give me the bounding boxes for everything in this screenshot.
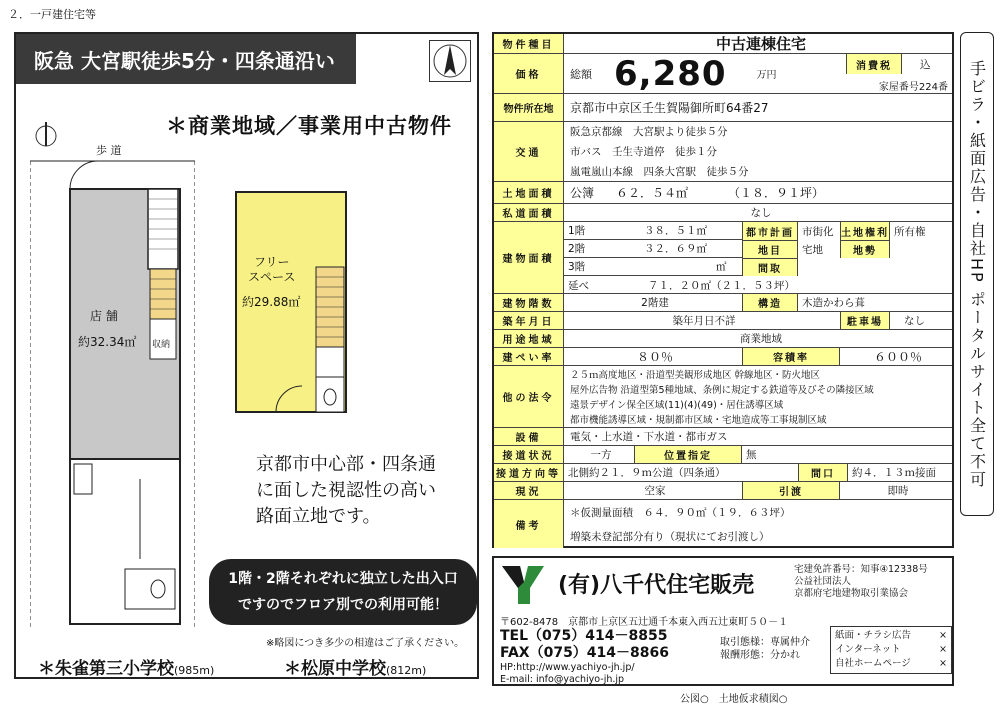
remark-line: 増築未登記部分有り（現状にてお引渡し） (570, 530, 770, 543)
bcr-label: 建ぺい率 (494, 348, 564, 365)
entrance-line: ですのでフロア別での利用可能！ (238, 597, 448, 613)
building-area-label: 建物面積 (494, 222, 564, 293)
handover-value: 即時 (887, 485, 909, 497)
ad-channel: 紙面・チラシ広告 (835, 630, 912, 641)
floor-name: 2階 (568, 243, 586, 255)
school-distance: (812m) (386, 664, 427, 677)
land-kind: 公簿 (570, 186, 595, 200)
description (256, 452, 436, 530)
company-web (500, 662, 635, 686)
private-road-value: なし (750, 207, 772, 219)
license-line: 京都府宅地建物取引業協会 (794, 588, 909, 599)
floor-name: 延べ (568, 279, 589, 292)
ad-mark: × (939, 658, 947, 669)
floor-plan-2f (216, 187, 356, 417)
floor-plan-1f (30, 159, 195, 629)
transport-line: 阪急京都線 大宮駅より徒歩５分 (570, 126, 728, 139)
email-link[interactable]: E-mail: info@yachiyo-jh.jp (500, 674, 625, 685)
room-area-1f: 約32.34㎡ (78, 335, 137, 349)
fax-number: FAX（075）414－8866 (500, 645, 669, 661)
property-details-table (492, 32, 954, 548)
designation-label: 位置指定 (634, 446, 742, 463)
road-access-value: 一方 (590, 449, 612, 461)
room-area-2f: 約29.88㎡ (242, 295, 301, 309)
current-status-value: 空家 (644, 485, 666, 497)
stories-value: 2階建 (641, 297, 669, 309)
laws-label: 他の法令 (494, 366, 564, 427)
frontage-label: 間口 (798, 464, 848, 481)
entrance-callout (209, 559, 477, 625)
structure-label: 構造 (742, 294, 798, 311)
land-area-value: ６２．５４㎡ (616, 186, 689, 200)
license-line: 宅建免許番号：知事④12338号 (794, 564, 928, 575)
layout-label: 間取 (742, 258, 798, 276)
facilities-label: 設備 (494, 428, 564, 445)
storage-label: 収納 (152, 340, 171, 350)
license-line: 公益社団法人 (794, 576, 852, 587)
road-access-label: 接道状況 (494, 446, 564, 463)
ad-channel: 自社ホームページ (835, 658, 911, 669)
land-right-value: 所有権 (894, 225, 926, 238)
transport-line: 嵐電嵐山本線 四条大宮駅 徒歩５分 (570, 165, 749, 178)
description-line: に面した視認性の高い (256, 480, 436, 501)
designation-value: 無 (746, 449, 757, 461)
type-value: 中古連棟住宅 (715, 35, 806, 53)
ad-mark: × (939, 644, 947, 655)
private-road-label: 私道面積 (494, 204, 564, 221)
far-value: ６００％ (873, 350, 922, 364)
land-right-label: 土地権利 (840, 222, 890, 240)
page-header: ２．一戸建住宅等 (8, 8, 96, 21)
tax-label: 消費税 (846, 54, 902, 74)
price-value: 6,280 (614, 53, 727, 94)
structure-value: 木造かわら葺 (802, 297, 865, 309)
footer-note: 公図○ 土地仮求積図○ (680, 694, 788, 705)
ad-channel: インターネット (835, 644, 901, 655)
trade-line: 取引態様：専属仲介 (720, 637, 810, 648)
trade-line: 報酬形態：分かれ (720, 650, 800, 661)
homepage-link[interactable]: HP:http://www.yachiyo-jh.jp/ (500, 662, 635, 673)
facilities-value: 電気・上水道・下水道・都市ガス (570, 431, 728, 443)
floor-area: ３８．５１㎡ (644, 225, 707, 237)
disclaimer-note: ※略図につき多少の相違はご了承ください。 (266, 638, 465, 649)
floor-area: ３２．６９㎡ (644, 243, 707, 255)
tax-value: 込 (920, 59, 931, 71)
zoning-label: 用途地域 (494, 330, 564, 347)
school-name: ＊朱雀第三小学校 (38, 659, 174, 679)
transport-label: 交通 (494, 122, 564, 181)
description-line: 路面立地です。 (256, 506, 381, 527)
room-label-1f: 店 舗 (90, 309, 118, 323)
room-label-2f-line1: フリー (253, 255, 290, 269)
remarks-label: 備考 (494, 500, 564, 548)
company-address: 〒602-8478 京都市上京区五辻通千本東入西五辻東町５０－１ (500, 617, 789, 628)
transport-line: 市バス 壬生寺道停 徒歩１分 (570, 145, 717, 158)
price-unit: 万円 (756, 70, 777, 81)
land-situation-value (890, 240, 950, 258)
built-date-value: 築年月日不詳 (672, 315, 736, 327)
land-area-label: 土地面積 (494, 182, 564, 203)
sidewalk-label: 歩 道 (96, 144, 122, 157)
company-name: (有)八千代住宅販売 (558, 573, 755, 598)
floor-area: ７１．２０㎡（２１．５３坪） (648, 279, 795, 292)
subheadline: ＊商業地域／事業用中古物件 (166, 114, 452, 138)
land-situation-label: 地勢 (840, 240, 890, 258)
company-info (492, 556, 954, 686)
layout-value (798, 258, 948, 276)
price-prefix: 総額 (570, 67, 592, 81)
road-direction-label: 接道方向等 (494, 464, 564, 481)
remark-line: ＊仮測量面積 ６４．９０㎡（１９．６３坪） (570, 506, 791, 519)
ad-restriction-banner: 手ビラ・紙面広告・自社HP ポータルサイト全て不可 (960, 32, 994, 516)
room-label-2f (248, 255, 295, 285)
parking-value: なし (904, 315, 925, 327)
trade-terms (720, 636, 810, 662)
entrance-line: 1階・2階それぞれに独立した出入口 (228, 571, 458, 587)
parking-label: 駐車場 (840, 312, 890, 329)
law-line: 都市機能誘導区域・規制都市区域・宅地造成等工事規制区域 (570, 415, 827, 427)
location-value: 京都市中京区壬生賀陽御所町64番27 (570, 101, 769, 115)
headline: 阪急 大宮駅徒歩5分・四条通沿い (16, 34, 356, 84)
house-number: 家屋番号224番 (878, 82, 948, 93)
price-label: 価格 (494, 54, 564, 93)
bcr-value: ８０％ (636, 350, 673, 364)
land-use-label: 地目 (742, 240, 798, 258)
compass-icon (30, 120, 62, 148)
zoning-value: 商業地域 (740, 333, 782, 345)
ad-mark: × (939, 630, 947, 641)
north-arrow-icon (429, 40, 471, 82)
floor-area: ㎡ (716, 261, 727, 273)
company-logo-icon (500, 564, 546, 606)
frontage-value: 約４．１３ｍ接面 (852, 467, 936, 479)
company-license (794, 564, 928, 600)
location-label: 物件所在地 (494, 94, 564, 121)
law-line: 屋外広告物 沿道型第5種地域、条例に規定する鉄道等及びその隣接区域 (570, 384, 874, 396)
school-distance: (985m) (174, 664, 215, 677)
handover-label: 引渡 (742, 482, 840, 499)
type-label: 物件種目 (494, 34, 564, 53)
stories-label: 建物階数 (494, 294, 564, 311)
description-line: 京都市中心部・四条通 (256, 454, 436, 475)
land-area-tsubo: （１８．９１坪） (728, 186, 825, 200)
law-line: 遠景デザイン保全区域(11)(4)(49)・居住誘導区域 (570, 400, 784, 412)
room-label-2f-line2: スペース (248, 270, 296, 284)
far-label: 容積率 (742, 348, 840, 365)
current-status-label: 現況 (494, 482, 564, 499)
ad-permission-box (830, 626, 952, 674)
road-direction-value: 北側約２１．９ｍ公道（四条通） (568, 467, 726, 479)
built-date-label: 築年月日 (494, 312, 564, 329)
phone-number: TEL（075）414－8855 (500, 628, 668, 644)
school-elementary (38, 654, 214, 679)
city-plan-value: 市街化 (802, 225, 834, 238)
school-name: ＊松原中学校 (284, 659, 386, 679)
floor-name: 1階 (568, 225, 586, 237)
land-use-value: 宅地 (802, 243, 823, 256)
school-junior-high (284, 654, 426, 679)
floor-name: 3階 (568, 261, 586, 273)
company-phone (500, 628, 669, 662)
city-plan-label: 都市計画 (742, 222, 798, 240)
property-flyer-panel (14, 32, 479, 679)
law-line: ２５ｍ高度地区・沿道型美観形成地区 幹線地区・防火地区 (570, 369, 821, 381)
